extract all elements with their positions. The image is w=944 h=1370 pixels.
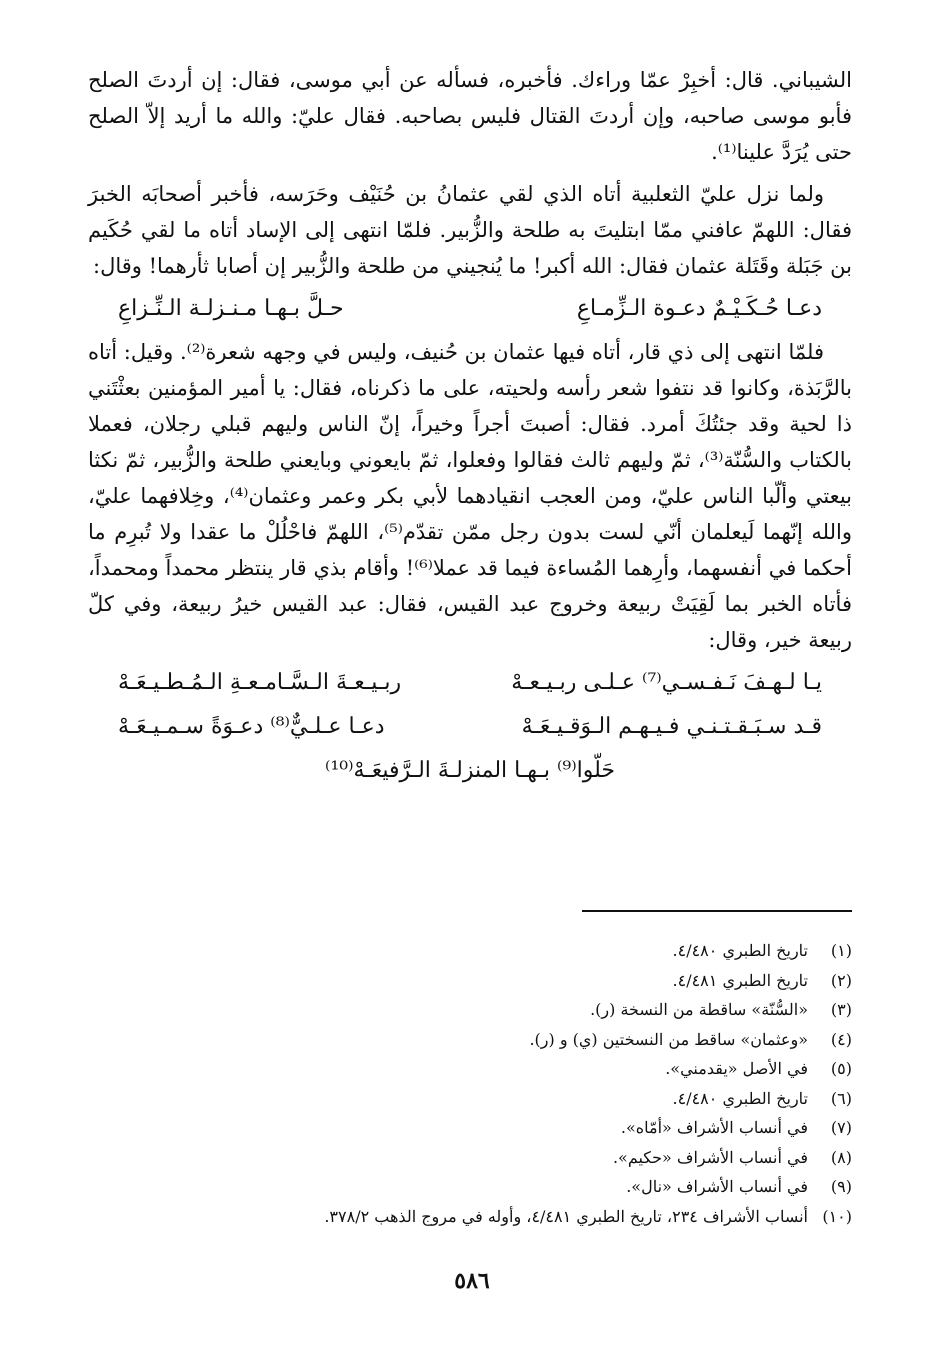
footnote-separator [582, 910, 852, 912]
page-number: ٥٨٦ [454, 1268, 490, 1294]
footnote-text: في أنساب الأشراف «نال». [626, 1177, 808, 1196]
footnote-number: (٢) [830, 970, 852, 990]
footnote-text: في أنساب الأشراف «حكيم». [612, 1147, 808, 1167]
footnote [120, 1143, 852, 1173]
verse-hemistich-right: دعـا حُـكَـيْـمٌ دعـوة الـزِّمـاعِ [576, 296, 822, 321]
footnote [120, 1025, 852, 1055]
footnote-number: (١) [830, 941, 852, 960]
verse-hemistich-left: دعـا عـلـيٌّ⁽⁸⁾ دعـوَةً سـمـيـعَـهْ [118, 714, 385, 739]
footnote [120, 936, 852, 966]
verse-line [118, 708, 822, 746]
footnote [120, 1202, 852, 1232]
footnote [120, 1113, 852, 1143]
footnote-number: (٤) [830, 1029, 852, 1049]
footnote-text: تاريخ الطبري ٤/٤٨٠. [672, 1088, 808, 1108]
main-text [88, 62, 852, 796]
verse-hemistich-left: ربـيـعـةَ الـسَّـامـعـةِ الـمُـطـيـعَـهْ [118, 670, 402, 695]
verse-hemistich: حَلّوا⁽⁹⁾ بـهـا المنزلـةَ الـرَّفيعَـهْ⁽¹⁰⁾ [325, 758, 615, 783]
footnote-number: (٩) [830, 1177, 852, 1196]
footnote-text: في أنساب الأشراف «أمّاه». [620, 1118, 808, 1137]
verse-line [118, 290, 822, 328]
footnote-number: (٧) [830, 1118, 852, 1137]
paragraph: ولما نزل عليّ الثعلبية أتاه الذي لقي عثمانُ بن حُنَيْف وحَرَسه، فأخبر أصحابَه الخبرَ فقال: اللهمّ عافني ممّا ابتليتَ به طلحة والزُّبير. فلمّا انتهى إلى الإساد أتاه ما لقي حُكَيم بن جَبَلة وقَتَلة عثمان فقال: الله أكبر! ما يُنجيني من طلحة والزُّبير إن أصابا ثأرهما! وقال: [88, 182, 852, 278]
footnotes [120, 936, 852, 1231]
footnote-text: «السُّنّة» ساقطة من النسخة (ر). [590, 1000, 808, 1019]
footnote [120, 995, 852, 1025]
verse-hemistich-right: قـد سـبَـقـتـنـي فـيـهـم الـوَقـيـعَـهْ [521, 714, 822, 739]
footnote-text: في الأصل «يقدمني». [665, 1059, 808, 1078]
footnote [120, 966, 852, 996]
verse-line [118, 664, 822, 702]
footnote-text: تاريخ الطبري ٤/٤٨٠. [672, 941, 808, 960]
footnote-number: (٥) [830, 1059, 852, 1078]
footnote-text: أنساب الأشراف ٢٣٤، تاريخ الطبري ٤/٤٨١، وأوله في مروج الذهب ٣٧٨/٢. [324, 1206, 808, 1226]
footnote [120, 1172, 852, 1202]
verse-hemistich-left: حـلَّ بـهـا مـنـزلـة الـنِّـزاعِ [118, 296, 344, 321]
verse-line-final [118, 752, 822, 790]
footnote-number: (٦) [830, 1088, 852, 1108]
verse-hemistich-right: يـا لـهـفَ نَـفـسـي⁽⁷⁾ عـلـى ربـيـعـهْ [511, 670, 822, 695]
footnote-text: «وعثمان» ساقط من النسختين (ي) و (ر). [529, 1029, 808, 1049]
footnote-number: (٣) [830, 1000, 852, 1019]
footnote [120, 1054, 852, 1084]
footnote-number: (٨) [830, 1147, 852, 1167]
paragraph: فلمّا انتهى إلى ذي قار، أتاه فيها عثمان بن حُنيف، وليس في وجهه شعرة⁽²⁾. وقيل: أتاه بالرَّبَذة، وكانوا قد نتفوا شعر رأسه ولحيته، على ما ذكرناه، فقال: يا أمير المؤمنين بعثْتَني ذا لحية وقد جئتُكَ أمرد. فقال: أصبتَ أجراً وخيراً، إنّ الناس وليهم قبلي رجلان، فعملا بالكتاب والسُّنّة⁽³⁾، ثمّ وليهم ثالث فقالوا وفعلوا، ثمّ بايعوني وبايعني طلحة والزُّبير، ثمّ نكثا بيعتي وألّبا الناس عليّ، ومن العجب انقيادهما لأبي بكر وعمر وعثمان⁽⁴⁾، وخِلافهما عليّ، والله إنّهما لَيعلمان أنّي لست بدون رجل ممّن تقدّم⁽⁵⁾، اللهمّ فاحْلُلْ ما عقدا ولا تُبرِم ما أحكما في أنفسهما، وأرِهما المُساءة فيما قد عملا⁽⁶⁾! وأقام بذي قار ينتظر محمداً ومحمداً، فأتاه الخبر بما لَقِيَتْ ربيعة وخروج عبد القيس، فقال: عبد القيس خيرُ ربيعة، وفي كلّ ربيعة خير، وقال: [88, 340, 853, 652]
footnote-text: تاريخ الطبري ٤/٤٨١. [672, 970, 808, 990]
paragraph: الشيباني. قال: أخبِرْ عمّا وراءك. فأخبره، فسأله عن أبي موسى، فقال: إن أردتَ الصلح فأبو موسى صاحبه، وإن أردتَ القتال فليس بصاحبه. فقال عليّ: والله ما أريد إلاّ الصلح حتى يُرَدَّ علينا⁽¹⁾. [88, 68, 852, 164]
footnote-number: (١٠) [822, 1206, 852, 1226]
footnote [120, 1084, 852, 1114]
